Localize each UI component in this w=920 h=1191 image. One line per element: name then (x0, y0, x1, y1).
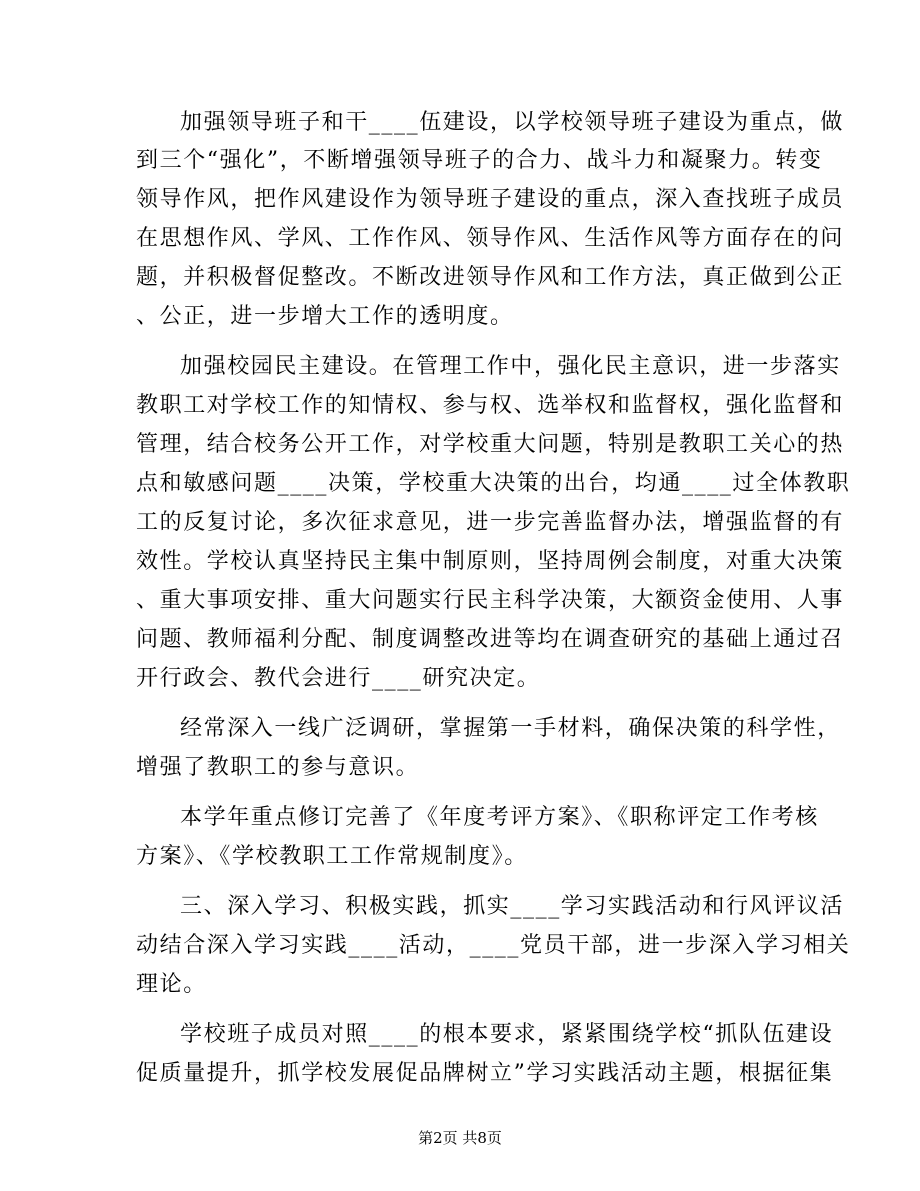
paragraph-1-line-2: 到三个“强化”，不断增强领导班子的合力、战斗力和凝聚力。转变 (136, 148, 823, 173)
paragraph-2-line-8: 问题、教师福利分配、制度调整改进等均在调查研究的基础上通过召 (136, 627, 845, 652)
paragraph-2-line-7: 、重大事项安排、重大问题实行民主科学决策，大额资金使用、人事 (136, 588, 845, 613)
paragraph-4-line-1: 本学年重点修订完善了《年度考评方案》、《职称评定工作考核 (180, 805, 819, 830)
paragraph-1-line-5: 题，并积极督促整改。不断改进领导作风和工作方法，真正做到公正 (136, 265, 845, 290)
paragraph-2-line-5: 工的反复讨论，多次征求意见，进一步完善监督办法，增强监督的有 (136, 510, 845, 535)
paragraph-6-line-1: 学校班子成员对照____的根本要求，紧紧围绕学校“抓队伍建设 (180, 1022, 834, 1047)
paragraph-2-line-1: 加强校园民主建设。在管理工作中，强化民主意识，进一步落实 (180, 354, 841, 379)
paragraph-2-line-9: 开行政会、教代会进行____研究决定。 (136, 666, 541, 691)
paragraph-3-line-1: 经常深入一线广泛调研，掌握第一手材料，确保决策的科学性， (180, 716, 841, 741)
paragraph-1-line-3: 领导作风，把作风建设作为领导班子建设的重点，深入查找班子成员 (136, 187, 845, 212)
paragraph-2-line-2: 教职工对学校工作的知情权、参与权、选举权和监督权，强化监督和 (136, 393, 845, 418)
paragraph-1-line-1: 加强领导班子和干____伍建设，以学校领导班子建设为重点，做 (180, 110, 845, 135)
paragraph-2-line-3: 管理，结合校务公开工作，对学校重大问题，特别是教职工关心的热 (136, 432, 845, 457)
paragraph-3-line-2: 增强了教职工的参与意识。 (136, 755, 420, 780)
paragraph-2-line-6: 效性。学校认真坚持民主集中制原则，坚持周例会制度，对重大决策 (136, 549, 845, 574)
paragraph-1-line-4: 在思想作风、学风、工作作风、领导作风、生活作风等方面存在的问 (136, 226, 845, 251)
paragraph-5-line-1: 三、深入学习、积极实践，抓实____学习实践活动和行风评议活 (180, 894, 845, 919)
paragraph-5-line-3: 理论。 (136, 972, 207, 997)
paragraph-1-line-6: 、公正，进一步增大工作的透明度。 (136, 304, 514, 329)
paragraph-5-line-2: 动结合深入学习实践____活动，____党员干部，进一步深入学习相关 (136, 933, 851, 958)
page-number-footer: 第2页 共8页 (418, 1129, 502, 1147)
paragraph-4-line-2: 方案》、《学校教职工工作常规制度》。 (136, 844, 528, 869)
paragraph-6-line-2: 促质量提升，抓学校发展促品牌树立”学习实践活动主题，根据征集 (136, 1061, 834, 1086)
paragraph-2-line-4: 点和敏感问题____决策，学校重大决策的出台，均通____过全体教职 (136, 471, 851, 496)
